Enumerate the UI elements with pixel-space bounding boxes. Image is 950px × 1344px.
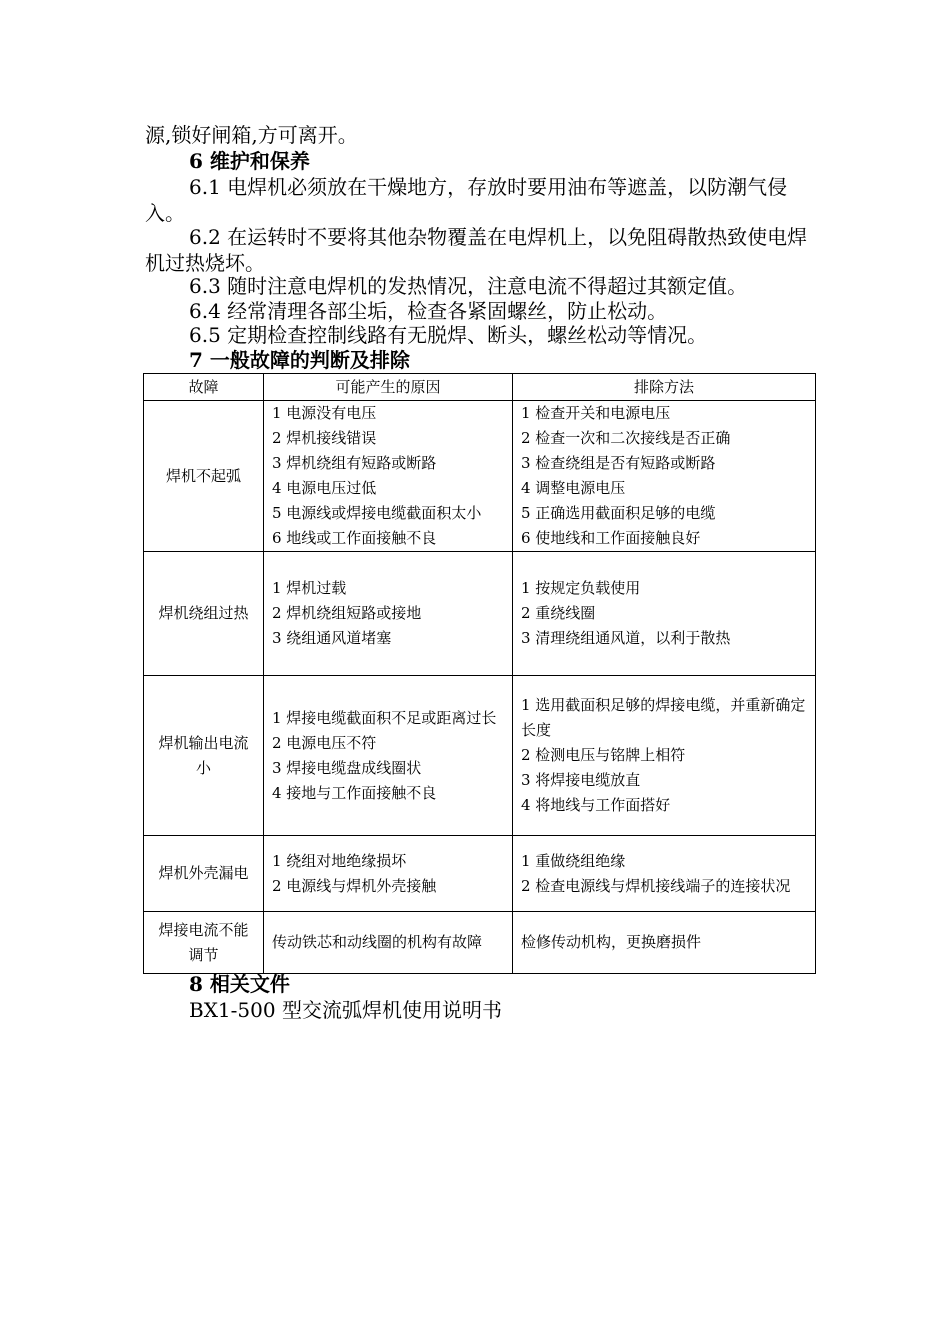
fault-cell: 焊机绕组过热 <box>144 552 264 676</box>
cause-line: 3 焊接电缆盘成线圈状 <box>272 758 422 777</box>
remedies-cell <box>513 552 816 676</box>
cause-line: 5 电源线或焊接电缆截面积太小 <box>272 504 482 522</box>
cause-line: 2 焊机接线错误 <box>272 429 377 447</box>
fault-table <box>143 373 816 974</box>
maintenance-item-6-3: 6.3 随时注意电焊机的发热情况，注意电流不得超过其额定值。 <box>189 274 748 298</box>
cause-line: 1 焊接电缆截面积不足或距离过长 <box>272 708 497 727</box>
remedy-line: 3 将焊接电缆放直 <box>521 771 641 789</box>
remedy-line: 1 按规定负载使用 <box>521 579 641 597</box>
remedy-line: 2 检查电源线与焊机接线端子的连接状况 <box>521 876 791 895</box>
remedies-cell <box>513 676 816 836</box>
section-6-title: 6 维护和保养 <box>189 149 310 173</box>
table-row <box>144 401 816 552</box>
cause-line: 1 绕组对地绝缘损坏 <box>272 851 407 870</box>
cause-line: 1 电源没有电压 <box>272 404 377 422</box>
cause-line: 4 接地与工作面接触不良 <box>272 783 437 802</box>
cause-line: 3 绕组通风道堵塞 <box>272 629 392 647</box>
header-fault: 故障 <box>144 374 264 401</box>
remedies-cell <box>513 401 816 552</box>
causes-cell <box>264 401 513 552</box>
table-row <box>144 552 816 676</box>
header-remedies: 排除方法 <box>513 374 816 401</box>
related-document: BX1-500 型交流弧焊机使用说明书 <box>189 998 502 1022</box>
table-row <box>144 836 816 912</box>
maintenance-item-6-5: 6.5 定期检查控制线路有无脱焊、断头，螺丝松动等情况。 <box>189 323 708 347</box>
remedy-line: 检修传动机构，更换磨损件 <box>521 933 702 951</box>
cause-line: 3 焊机绕组有短路或断路 <box>272 454 437 472</box>
fault-table-header-row <box>144 374 816 401</box>
remedy-line: 6 使地线和工作面接触良好 <box>521 529 701 547</box>
cause-line: 6 地线或工作面接触不良 <box>272 529 437 547</box>
causes-cell <box>264 912 513 974</box>
remedies-cell <box>513 912 816 974</box>
cause-line: 2 电源电压不符 <box>272 733 377 752</box>
maintenance-item-6-1: 6.1 电焊机必须放在干燥地方，存放时要用油布等遮盖，以防潮气侵入。 <box>145 175 788 225</box>
maintenance-item-6-4: 6.4 经常清理各部尘垢，检查各紧固螺丝，防止松动。 <box>189 299 668 323</box>
fault-cell: 焊接电流不能调节 <box>144 912 264 974</box>
remedy-line: 3 检查绕组是否有短路或断路 <box>521 454 716 472</box>
fault-cell: 焊机外壳漏电 <box>144 836 264 912</box>
remedy-line: 4 调整电源电压 <box>521 479 626 497</box>
remedy-line: 2 检查一次和二次接线是否正确 <box>521 429 731 447</box>
remedy-line: 4 将地线与工作面搭好 <box>521 796 671 814</box>
table-row <box>144 912 816 974</box>
causes-cell <box>264 552 513 676</box>
causes-cell <box>264 676 513 836</box>
fault-cell: 焊机输出电流小 <box>144 676 264 836</box>
remedy-line: 5 正确选用截面积足够的电缆 <box>521 504 716 522</box>
cause-line: 1 焊机过载 <box>272 579 347 597</box>
causes-cell <box>264 836 513 912</box>
cause-line: 2 焊机绕组短路或接地 <box>272 604 422 622</box>
fault-cell: 焊机不起弧 <box>144 401 264 552</box>
maintenance-item-6-2: 6.2 在运转时不要将其他杂物覆盖在电焊机上，以免阻碍散热致使电焊机过热烧坏。 <box>145 225 808 275</box>
section-8-title: 8 相关文件 <box>189 972 290 996</box>
table-row <box>144 676 816 836</box>
remedy-line: 1 选用截面积足够的焊接电缆，并重新确定长度 <box>521 696 806 739</box>
remedy-line: 1 检查开关和电源电压 <box>521 404 671 422</box>
remedies-cell <box>513 836 816 912</box>
cause-line: 2 电源线与焊机外壳接触 <box>272 876 437 895</box>
remedy-line: 3 清理绕组通风道，以利于散热 <box>521 629 731 647</box>
cause-line: 传动铁芯和动线圈的机构有故障 <box>272 933 483 951</box>
continued-text-line: 源,锁好闸箱,方可离开。 <box>145 123 358 147</box>
remedy-line: 2 重绕线圈 <box>521 604 596 622</box>
remedy-line: 1 重做绕组绝缘 <box>521 851 626 870</box>
section-7-title: 7 一般故障的判断及排除 <box>189 348 410 372</box>
header-causes: 可能产生的原因 <box>264 374 513 401</box>
cause-line: 4 电源电压过低 <box>272 479 377 497</box>
remedy-line: 2 检测电压与铭牌上相符 <box>521 746 686 764</box>
